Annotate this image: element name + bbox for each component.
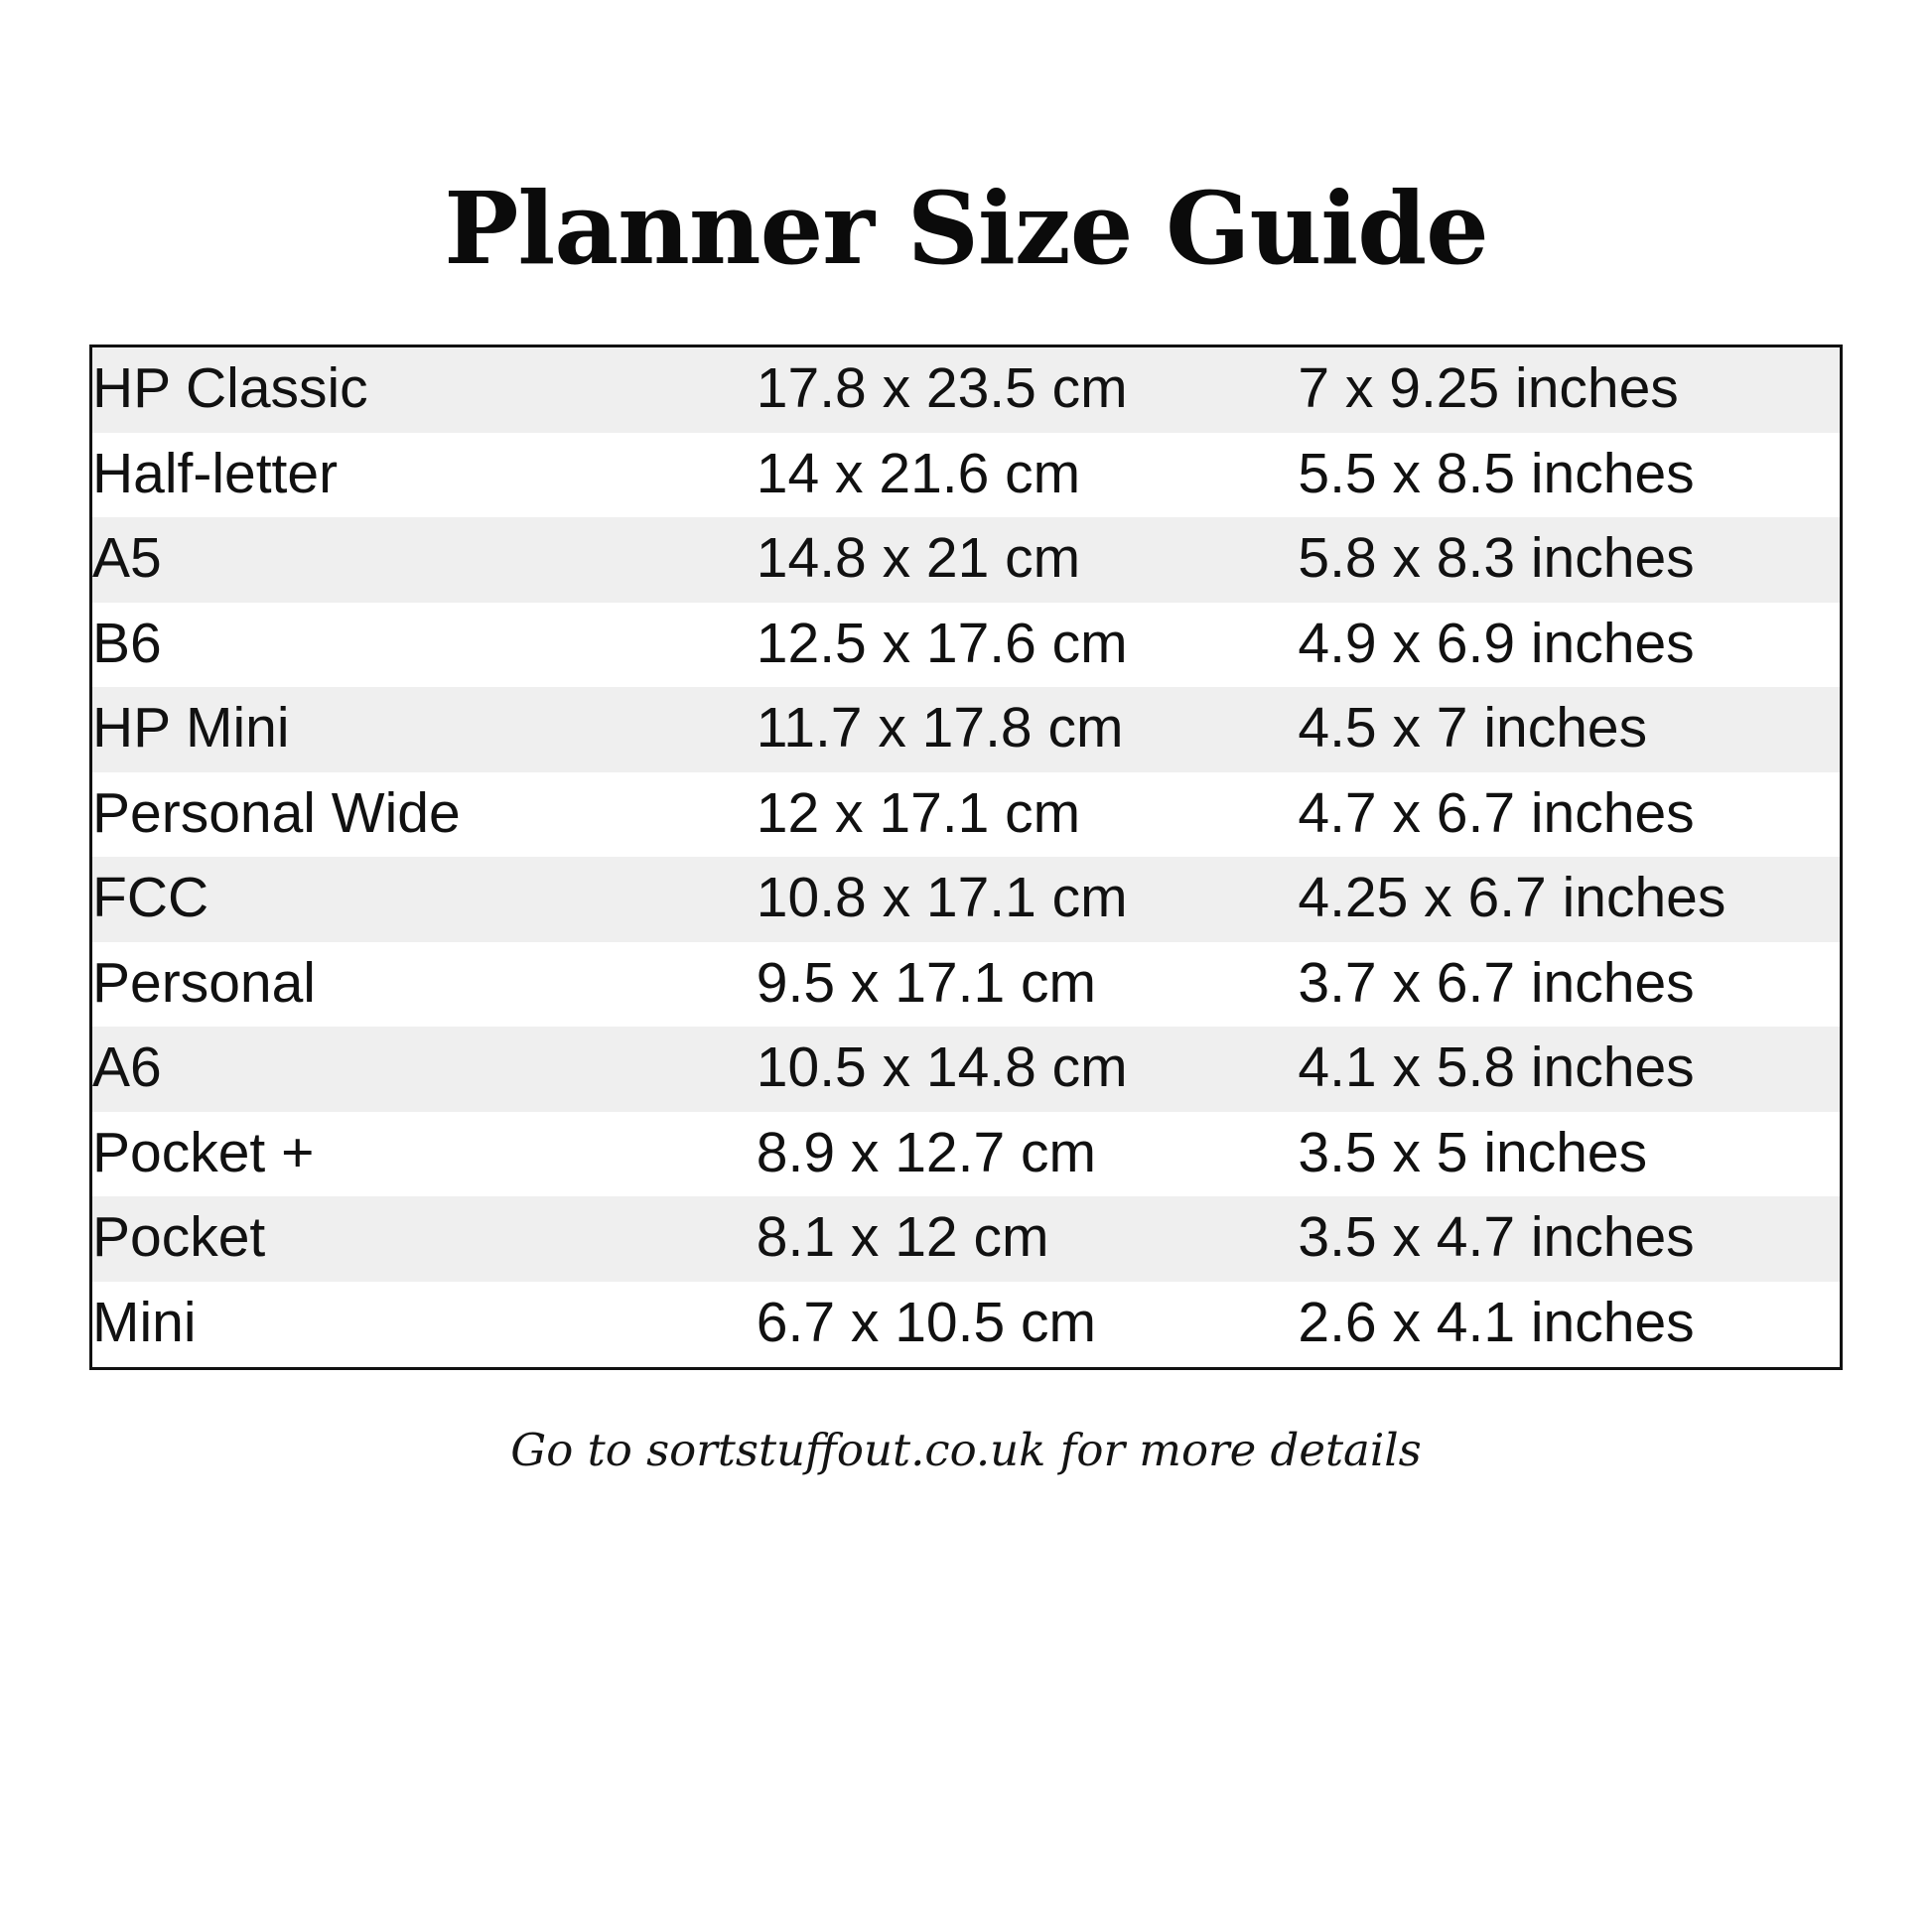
row-inches: 3.5 x 4.7 inches bbox=[1298, 1205, 1695, 1270]
row-name: A5 bbox=[92, 526, 162, 591]
table-row bbox=[92, 857, 1840, 942]
table-row bbox=[92, 942, 1840, 1028]
table-row bbox=[92, 772, 1840, 858]
row-inches: 4.9 x 6.9 inches bbox=[1298, 611, 1695, 675]
row-cm: 12 x 17.1 cm bbox=[756, 780, 1081, 845]
row-cm: 10.8 x 17.1 cm bbox=[756, 866, 1128, 930]
row-inches: 4.25 x 6.7 inches bbox=[1298, 866, 1726, 930]
table-row bbox=[92, 433, 1840, 518]
row-name: HP Mini bbox=[92, 696, 290, 760]
table-row bbox=[92, 1282, 1840, 1367]
table-row bbox=[92, 1112, 1840, 1197]
row-name: B6 bbox=[92, 611, 162, 675]
row-cm: 14.8 x 21 cm bbox=[756, 526, 1081, 591]
row-inches: 7 x 9.25 inches bbox=[1298, 356, 1679, 420]
row-name: FCC bbox=[92, 866, 209, 930]
row-cm: 6.7 x 10.5 cm bbox=[756, 1291, 1096, 1355]
row-cm: 8.1 x 12 cm bbox=[756, 1205, 1049, 1270]
row-name: Mini bbox=[92, 1291, 197, 1355]
row-cm: 14 x 21.6 cm bbox=[756, 441, 1081, 505]
row-cm: 8.9 x 12.7 cm bbox=[756, 1120, 1096, 1184]
table-row bbox=[92, 687, 1840, 772]
table-row bbox=[92, 347, 1840, 433]
table-row bbox=[92, 1027, 1840, 1112]
row-cm: 9.5 x 17.1 cm bbox=[756, 950, 1096, 1015]
row-inches: 4.7 x 6.7 inches bbox=[1298, 780, 1695, 845]
footer-note: Go to sortstuffout.co.uk for more details bbox=[510, 1423, 1422, 1476]
row-inches: 5.5 x 8.5 inches bbox=[1298, 441, 1695, 505]
row-cm: 10.5 x 14.8 cm bbox=[756, 1035, 1128, 1100]
row-cm: 17.8 x 23.5 cm bbox=[756, 356, 1128, 420]
table-row bbox=[92, 1196, 1840, 1282]
row-name: A6 bbox=[92, 1035, 162, 1100]
row-inches: 4.1 x 5.8 inches bbox=[1298, 1035, 1695, 1100]
row-inches: 3.7 x 6.7 inches bbox=[1298, 950, 1695, 1015]
row-name: Half-letter bbox=[92, 441, 339, 505]
row-inches: 3.5 x 5 inches bbox=[1298, 1120, 1648, 1184]
row-name: Personal Wide bbox=[92, 780, 461, 845]
row-name: Personal bbox=[92, 950, 316, 1015]
size-table-container bbox=[89, 345, 1843, 1370]
row-cm: 11.7 x 17.8 cm bbox=[756, 696, 1124, 760]
row-name: HP Classic bbox=[92, 356, 368, 420]
row-inches: 5.8 x 8.3 inches bbox=[1298, 526, 1695, 591]
row-inches: 2.6 x 4.1 inches bbox=[1298, 1291, 1695, 1355]
row-name: Pocket + bbox=[92, 1120, 315, 1184]
planner-size-table bbox=[92, 347, 1840, 1367]
table-row bbox=[92, 517, 1840, 603]
row-name: Pocket bbox=[92, 1205, 266, 1270]
row-cm: 12.5 x 17.6 cm bbox=[756, 611, 1128, 675]
table-row bbox=[92, 603, 1840, 688]
row-inches: 4.5 x 7 inches bbox=[1298, 696, 1648, 760]
page-title: Planner Size Guide bbox=[444, 170, 1488, 287]
